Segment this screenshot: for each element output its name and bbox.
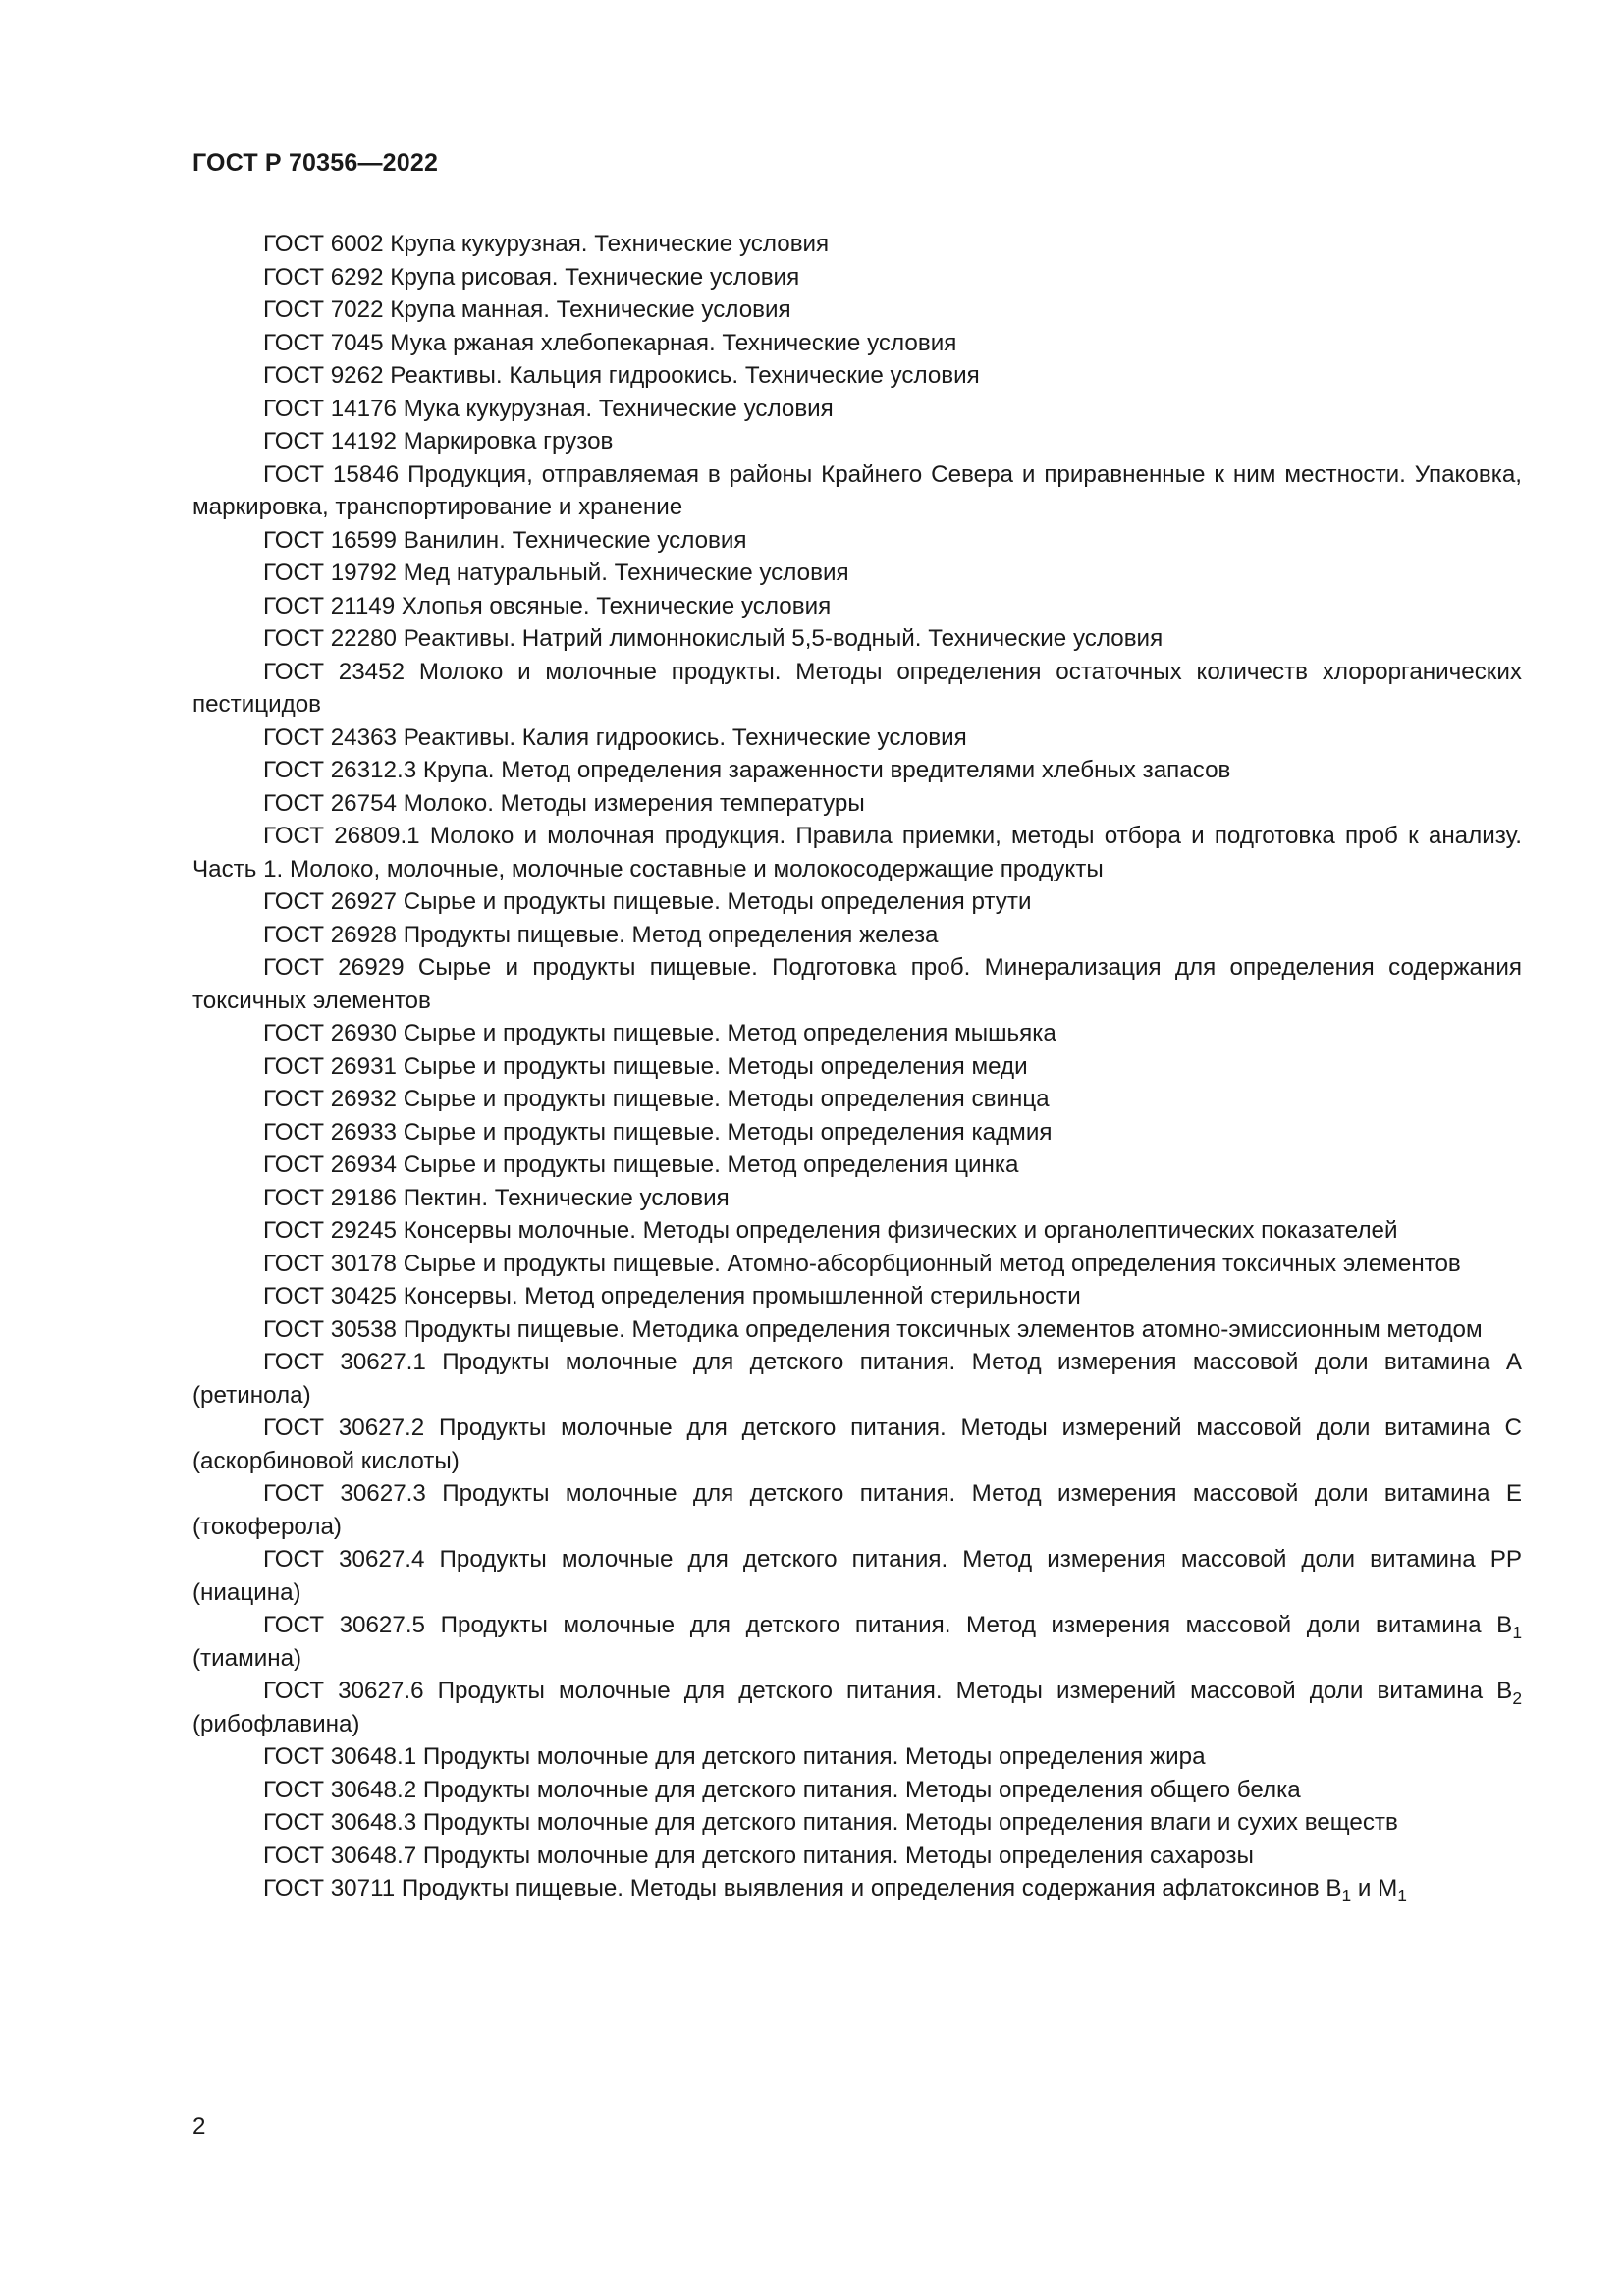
gost-code: ГОСТ 7045 [263, 329, 384, 356]
gost-title: Крупа кукурузная. Технические условия [390, 231, 830, 257]
list-item [192, 458, 1522, 524]
list-item [192, 820, 1522, 885]
gost-code: ГОСТ 26934 [263, 1151, 397, 1178]
gost-code: ГОСТ 26928 [263, 921, 397, 948]
list-item [192, 327, 1522, 360]
gost-title: Консервы. Метод определения промышленной стерильности [403, 1283, 1081, 1309]
list-item [192, 1050, 1522, 1084]
list-item [192, 1313, 1522, 1347]
gost-title: Продукты пищевые. Метод определения железа [403, 921, 939, 948]
list-item [192, 1017, 1522, 1050]
list-item [192, 1248, 1522, 1281]
gost-title: Реактивы. Кальция гидроокись. Технические условия [390, 362, 980, 389]
gost-title: Мед натуральный. Технические условия [403, 560, 849, 586]
gost-title: Сырье и продукты пищевые. Методы определения свинца [403, 1086, 1050, 1112]
gost-code: ГОСТ 30627.3 [263, 1480, 426, 1507]
list-item [192, 1806, 1522, 1840]
gost-title: Ванилин. Технические условия [403, 526, 747, 554]
list-item [192, 721, 1522, 755]
list-item [192, 951, 1522, 1017]
list-item [192, 393, 1522, 426]
gost-title: Хлопья овсяные. Технические условия [401, 592, 832, 619]
gost-title: Сырье и продукты пищевые. Методы определения кадмия [403, 1118, 1053, 1146]
gost-code: ГОСТ 9262 [263, 362, 384, 389]
gost-code: ГОСТ 26927 [263, 888, 397, 915]
gost-code: ГОСТ 24363 [263, 723, 397, 751]
gost-title: Сырье и продукты пищевые. Метод определения цинка [403, 1151, 1019, 1178]
gost-title: Продукты пищевые. Методы выявления и определения содержания афлатоксинов В [401, 1875, 1342, 1901]
list-item [192, 294, 1522, 327]
document-header-code: ГОСТ Р 70356—2022 [192, 149, 439, 177]
gost-title-tail: и М [1351, 1875, 1398, 1901]
list-item [192, 787, 1522, 821]
gost-title: Реактивы. Калия гидроокись. Технические условия [403, 723, 967, 751]
gost-title: Крупа. Метод определения зараженности вредителями хлебных запасов [422, 757, 1231, 783]
gost-title: Продукты молочные для детского питания. Метод измерения массовой доли витамина В [440, 1612, 1513, 1638]
gost-title: Продукты молочные для детского питания. Методы определения влаги и сухих веществ [422, 1809, 1398, 1836]
gost-title: Сырье и продукты пищевые. Методы определения ртути [403, 888, 1032, 915]
gost-code: ГОСТ 30711 [263, 1875, 396, 1901]
gost-code: ГОСТ 30627.2 [263, 1415, 425, 1441]
gost-title: Продукты молочные для детского питания. Методы определения жира [422, 1743, 1206, 1770]
list-item [192, 919, 1522, 952]
list-item [192, 1214, 1522, 1248]
subscript: 1 [1341, 1886, 1352, 1906]
list-item [192, 1740, 1522, 1774]
list-item [192, 1872, 1522, 1905]
list-item [192, 557, 1522, 590]
list-item [192, 1477, 1522, 1543]
gost-title: Молоко и молочная продукция. Правила приемки, методы отбора и подготовка проб к анализу. Часть 1. Молоко, молочные, молочные составные и молокосодержащие продукты [192, 823, 1522, 882]
gost-title: Продукты молочные для детского питания. Методы определения сахарозы [422, 1842, 1254, 1869]
gost-code: ГОСТ 30538 [263, 1315, 397, 1343]
list-item [192, 656, 1522, 721]
list-item [192, 1280, 1522, 1313]
gost-title: Крупа манная. Технические условия [390, 296, 791, 323]
gost-code: ГОСТ 26931 [263, 1052, 397, 1080]
gost-code: ГОСТ 30627.4 [263, 1546, 425, 1573]
gost-code: ГОСТ 26932 [263, 1086, 397, 1112]
list-item [192, 622, 1522, 656]
gost-title: Пектин. Технические условия [403, 1184, 730, 1211]
list-item [192, 359, 1522, 393]
list-item [192, 1346, 1522, 1412]
gost-title: Реактивы. Натрий лимоннокислый 5,5-водный. Технические условия [403, 625, 1164, 652]
gost-code: ГОСТ 7022 [263, 296, 384, 323]
gost-title: Сырье и продукты пищевые. Метод определения мышьяка [403, 1020, 1056, 1046]
subscript: 2 [1512, 1688, 1522, 1709]
list-item [192, 261, 1522, 294]
gost-title: Молоко и молочные продукты. Методы определения остаточных количеств хлорорганических пестицидов [192, 658, 1522, 718]
gost-code: ГОСТ 29245 [263, 1217, 397, 1244]
gost-title: Крупа рисовая. Технические условия [390, 263, 800, 291]
gost-code: ГОСТ 21149 [263, 592, 396, 619]
gost-code: ГОСТ 14192 [263, 428, 397, 454]
list-item [192, 1412, 1522, 1477]
gost-title: Молоко. Методы измерения температуры [403, 789, 865, 817]
gost-code: ГОСТ 26809.1 [263, 823, 420, 849]
gost-code: ГОСТ 30648.3 [263, 1809, 417, 1836]
gost-title: Маркировка грузов [403, 428, 614, 454]
gost-code: ГОСТ 30648.2 [263, 1776, 417, 1803]
list-item [192, 524, 1522, 558]
gost-code: ГОСТ 30648.1 [263, 1743, 417, 1770]
page-number: 2 [192, 2113, 206, 2140]
list-item [192, 885, 1522, 919]
gost-title: Продукты молочные для детского питания. Метод измерения массовой доли витамина Е (токоферола) [192, 1480, 1522, 1540]
list-item [192, 590, 1522, 623]
gost-code: ГОСТ 16599 [263, 526, 397, 554]
gost-code: ГОСТ 15846 [263, 460, 400, 488]
list-item [192, 1148, 1522, 1182]
gost-code: ГОСТ 6002 [263, 231, 384, 257]
gost-code: ГОСТ 14176 [263, 395, 397, 422]
gost-code: ГОСТ 30425 [263, 1283, 397, 1309]
gost-title: Продукция, отправляемая в районы Крайнего Севера и приравненные к ним местности. Упаковка, маркировка, транспортирование и хранение [192, 460, 1522, 520]
normative-references-list [192, 228, 1522, 1905]
gost-title: Продукты молочные для детского питания. Метод измерения массовой доли витамина РР (ниацина) [192, 1546, 1522, 1606]
list-item [192, 1182, 1522, 1215]
list-item [192, 1609, 1522, 1675]
list-item [192, 1543, 1522, 1609]
gost-code: ГОСТ 30627.1 [263, 1349, 426, 1375]
gost-title: Консервы молочные. Методы определения физических и органолептических показателей [403, 1217, 1398, 1244]
subscript: 1 [1397, 1886, 1407, 1906]
gost-title: Сырье и продукты пищевые. Атомно-абсорбционный метод определения токсичных элементов [403, 1250, 1461, 1277]
gost-code: ГОСТ 23452 [263, 658, 406, 685]
gost-title: Продукты молочные для детского питания. Методы измерений массовой доли витамина В [437, 1678, 1513, 1704]
gost-code: ГОСТ 19792 [263, 560, 397, 586]
gost-code: ГОСТ 30178 [263, 1250, 397, 1277]
gost-code: ГОСТ 30627.5 [263, 1612, 426, 1638]
list-item [192, 1774, 1522, 1807]
list-item [192, 425, 1522, 458]
gost-code: ГОСТ 26312.3 [263, 757, 417, 783]
gost-title: Сырье и продукты пищевые. Подготовка проб. Минерализация для определения содержания токсичных элементов [192, 954, 1522, 1014]
gost-code: ГОСТ 26930 [263, 1020, 397, 1046]
gost-code: ГОСТ 26933 [263, 1118, 397, 1146]
gost-title: Продукты молочные для детского питания. Методы определения общего белка [422, 1776, 1301, 1803]
gost-code: ГОСТ 26929 [263, 954, 405, 981]
gost-code: ГОСТ 30648.7 [263, 1842, 417, 1869]
gost-title: Продукты молочные для детского питания. Метод измерения массовой доли витамина А (ретинола) [192, 1349, 1522, 1409]
gost-code: ГОСТ 26754 [263, 789, 397, 817]
list-item [192, 228, 1522, 261]
gost-title-tail: (рибофлавина) [192, 1710, 360, 1737]
list-item [192, 1840, 1522, 1873]
list-item [192, 1083, 1522, 1116]
gost-title: Мука ржаная хлебопекарная. Технические условия [390, 329, 957, 356]
gost-title: Мука кукурузная. Технические условия [403, 395, 834, 422]
list-item [192, 1675, 1522, 1740]
gost-code: ГОСТ 30627.6 [263, 1678, 424, 1704]
list-item [192, 754, 1522, 787]
gost-title: Продукты молочные для детского питания. Методы измерений массовой доли витамина С (аскорбиновой кислоты) [192, 1415, 1522, 1474]
gost-code: ГОСТ 6292 [263, 263, 384, 291]
list-item [192, 1116, 1522, 1149]
gost-title: Сырье и продукты пищевые. Методы определения меди [403, 1052, 1028, 1080]
gost-code: ГОСТ 22280 [263, 625, 397, 652]
gost-title: Продукты пищевые. Методика определения токсичных элементов атомно-эмиссионным методом [403, 1315, 1483, 1343]
subscript: 1 [1512, 1623, 1522, 1643]
gost-code: ГОСТ 29186 [263, 1184, 397, 1211]
gost-title-tail: (тиамина) [192, 1644, 302, 1672]
